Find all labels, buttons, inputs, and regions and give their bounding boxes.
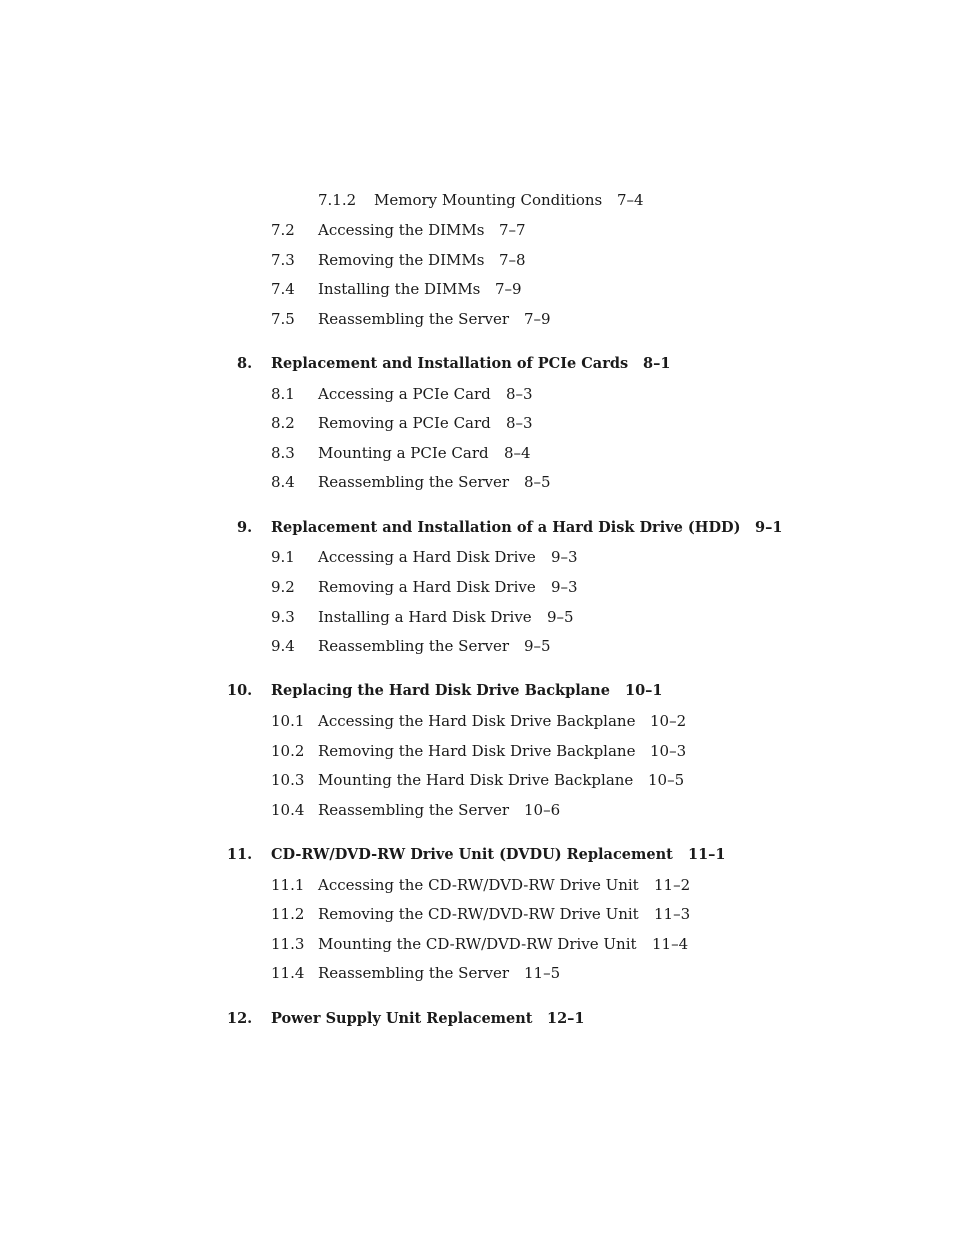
toc-entry-page: 8–5 (524, 473, 551, 491)
toc-entry-number: 11.1 (271, 876, 305, 894)
toc-section-entry[interactable] (0, 637, 954, 657)
toc-section-entry[interactable] (0, 905, 954, 925)
toc-entry-title: Removing the DIMMs (318, 251, 485, 269)
toc-entry-number: 10.1 (271, 712, 305, 730)
toc-section-entry[interactable] (0, 771, 954, 791)
toc-section-entry[interactable] (0, 385, 954, 405)
toc-entry-number: 11. (227, 846, 253, 863)
toc-entry-page: 7–9 (524, 310, 551, 328)
toc-entry-number: 11.4 (271, 964, 305, 982)
toc-entry-title: Mounting the Hard Disk Drive Backplane (318, 771, 634, 789)
toc-entry-number: 12. (227, 1010, 253, 1027)
toc-entry-page: 11–3 (654, 905, 691, 923)
toc-entry-title: Power Supply Unit Replacement (271, 1010, 533, 1027)
toc-entry-number: 10.3 (271, 771, 305, 789)
toc-entry-title: Installing the DIMMs (318, 280, 481, 298)
toc-entry-page: 8–1 (643, 355, 671, 372)
toc-chapter-entry[interactable] (0, 682, 954, 702)
toc-section-entry[interactable] (0, 964, 954, 984)
toc-entry-page: 9–3 (551, 548, 578, 566)
toc-entry-number: 8.2 (271, 414, 295, 432)
toc-entry-page: 9–5 (524, 637, 551, 655)
toc-section-entry[interactable] (0, 578, 954, 598)
toc-section-entry[interactable] (0, 414, 954, 434)
toc-chapter-entry[interactable] (0, 519, 954, 539)
toc-entry-title: Mounting the CD-RW/DVD-RW Drive Unit (318, 935, 637, 953)
toc-section-entry[interactable] (0, 742, 954, 762)
toc-section-entry[interactable] (0, 801, 954, 821)
toc-entry-number: 7.2 (271, 221, 295, 239)
toc-entry-page: 7–8 (499, 251, 526, 269)
toc-entry-number: 9.2 (271, 578, 295, 596)
toc-entry-title: Replacing the Hard Disk Drive Backplane (271, 682, 610, 699)
toc-entry-title: Mounting a PCIe Card (318, 444, 489, 462)
toc-entry-title: CD-RW/DVD-RW Drive Unit (DVDU) Replacement (271, 846, 673, 863)
toc-entry-number: 11.2 (271, 905, 305, 923)
toc-entry-title: Reassembling the Server (318, 473, 510, 491)
toc-chapter-entry[interactable] (0, 846, 954, 866)
toc-entry-title: Reassembling the Server (318, 964, 510, 982)
toc-entry-page: 8–3 (506, 414, 533, 432)
toc-entry-number: 10. (227, 682, 253, 699)
toc-entry-page: 9–1 (755, 519, 783, 536)
toc-entry-page: 12–1 (547, 1010, 585, 1027)
toc-entry-page: 11–2 (654, 876, 691, 894)
toc-entry-title: Installing a Hard Disk Drive (318, 608, 532, 626)
toc-entry-number: 9.1 (271, 548, 295, 566)
toc-entry-title: Accessing the CD-RW/DVD-RW Drive Unit (318, 876, 639, 894)
toc-section-entry[interactable] (0, 444, 954, 464)
toc-entry-page: 9–5 (547, 608, 574, 626)
toc-entry-title: Replacement and Installation of PCIe Cards (271, 355, 629, 372)
toc-entry-page: 11–5 (524, 964, 561, 982)
toc-entry-number: 7.1.2 (318, 191, 357, 209)
toc-entry-page: 8–3 (506, 385, 533, 403)
toc-entry-page: 8–4 (504, 444, 531, 462)
toc-entry-page: 10–3 (650, 742, 687, 760)
toc-entry-title: Removing the CD-RW/DVD-RW Drive Unit (318, 905, 639, 923)
toc-entry-number: 7.4 (271, 280, 295, 298)
toc-section-entry[interactable] (0, 712, 954, 732)
toc-entry-page: 11–1 (688, 846, 726, 863)
toc-entry-title: Accessing the DIMMs (318, 221, 485, 239)
toc-entry-title: Replacement and Installation of a Hard Disk Drive (HDD) (271, 519, 741, 536)
toc-entry-number: 8.3 (271, 444, 295, 462)
toc-entry-number: 11.3 (271, 935, 305, 953)
toc-entry-page: 9–3 (551, 578, 578, 596)
toc-entry-title: Removing a Hard Disk Drive (318, 578, 536, 596)
toc-entry-number: 10.2 (271, 742, 305, 760)
toc-chapter-entry[interactable] (0, 355, 954, 375)
toc-entry-title: Reassembling the Server (318, 801, 510, 819)
toc-subsection-entry[interactable] (0, 191, 954, 211)
toc-entry-number: 8. (237, 355, 253, 372)
toc-entry-title: Accessing a PCIe Card (318, 385, 491, 403)
toc-entry-title: Memory Mounting Conditions (374, 191, 603, 209)
toc-entry-number: 8.4 (271, 473, 295, 491)
toc-entry-page: 10–2 (650, 712, 687, 730)
toc-entry-title: Removing a PCIe Card (318, 414, 491, 432)
toc-entry-title: Reassembling the Server (318, 310, 510, 328)
toc-section-entry[interactable] (0, 548, 954, 568)
toc-section-entry[interactable] (0, 310, 954, 330)
toc-entry-number: 7.5 (271, 310, 295, 328)
toc-section-entry[interactable] (0, 251, 954, 271)
toc-section-entry[interactable] (0, 876, 954, 896)
toc-section-entry[interactable] (0, 221, 954, 241)
toc-chapter-entry[interactable] (0, 1010, 954, 1030)
toc-entry-number: 10.4 (271, 801, 305, 819)
toc-section-entry[interactable] (0, 608, 954, 628)
toc-entry-number: 9. (237, 519, 253, 536)
toc-section-entry[interactable] (0, 280, 954, 300)
toc-entry-number: 9.3 (271, 608, 295, 626)
toc-entry-number: 9.4 (271, 637, 295, 655)
toc-section-entry[interactable] (0, 473, 954, 493)
toc-entry-page: 7–4 (617, 191, 644, 209)
toc-entry-number: 7.3 (271, 251, 295, 269)
toc-entry-title: Accessing the Hard Disk Drive Backplane (318, 712, 636, 730)
toc-entry-title: Reassembling the Server (318, 637, 510, 655)
toc-entry-title: Accessing a Hard Disk Drive (318, 548, 536, 566)
toc-entry-page: 10–5 (648, 771, 685, 789)
toc-entry-page: 10–6 (524, 801, 561, 819)
toc-section-entry[interactable] (0, 935, 954, 955)
toc-entry-page: 11–4 (652, 935, 689, 953)
toc-entry-page: 10–1 (625, 682, 663, 699)
toc-entry-page: 7–9 (495, 280, 522, 298)
toc-entry-title: Removing the Hard Disk Drive Backplane (318, 742, 636, 760)
toc-entry-page: 7–7 (499, 221, 526, 239)
toc-entry-number: 8.1 (271, 385, 295, 403)
